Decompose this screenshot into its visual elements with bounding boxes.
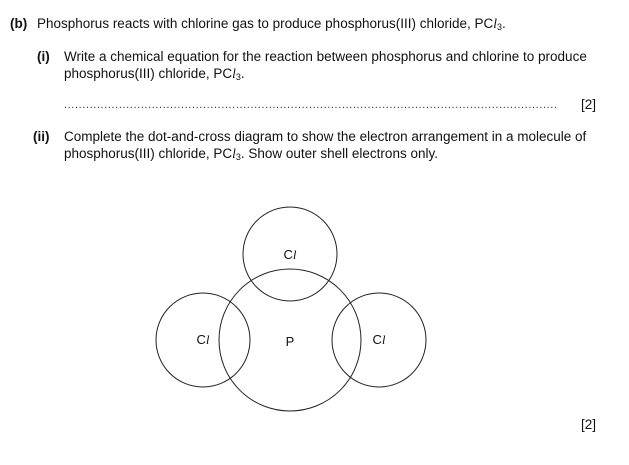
marks-i: [2]: [581, 97, 597, 112]
answer-line-i[interactable]: .......................................................................................................................................: [64, 99, 558, 111]
marks-ii: [2]: [581, 417, 597, 432]
question-ii-line1: Complete the dot-and-cross diagram to show the electron arrangement in a molecule of: [64, 129, 587, 144]
chlorine-label-right: Cl: [372, 332, 386, 347]
question-ii-label: (ii): [33, 129, 50, 144]
formula-cl-suffix: l: [493, 16, 498, 31]
question-i-label: (i): [37, 49, 50, 64]
chlorine-label-left: Cl: [196, 332, 210, 347]
chlorine-label-top: Cl: [283, 247, 297, 262]
question-i-line2: phosphorus(III) chloride, PCl$_3$.: [64, 66, 245, 82]
phosphorus-label: P: [285, 334, 295, 349]
question-ii-line2: phosphorus(III) chloride, PCl$_3$. Show outer shell electrons only.: [64, 146, 438, 162]
question-i-line1: Write a chemical equation for the reaction between phosphorus and chlorine to produce: [64, 49, 587, 64]
question-b-label: (b): [10, 16, 28, 31]
question-b-end: .: [502, 16, 506, 31]
formula-subscript: 3: [497, 22, 503, 32]
question-b-text: Phosphorus reacts with chlorine gas to produce phosphorus(III) chloride, PC: [37, 16, 494, 31]
